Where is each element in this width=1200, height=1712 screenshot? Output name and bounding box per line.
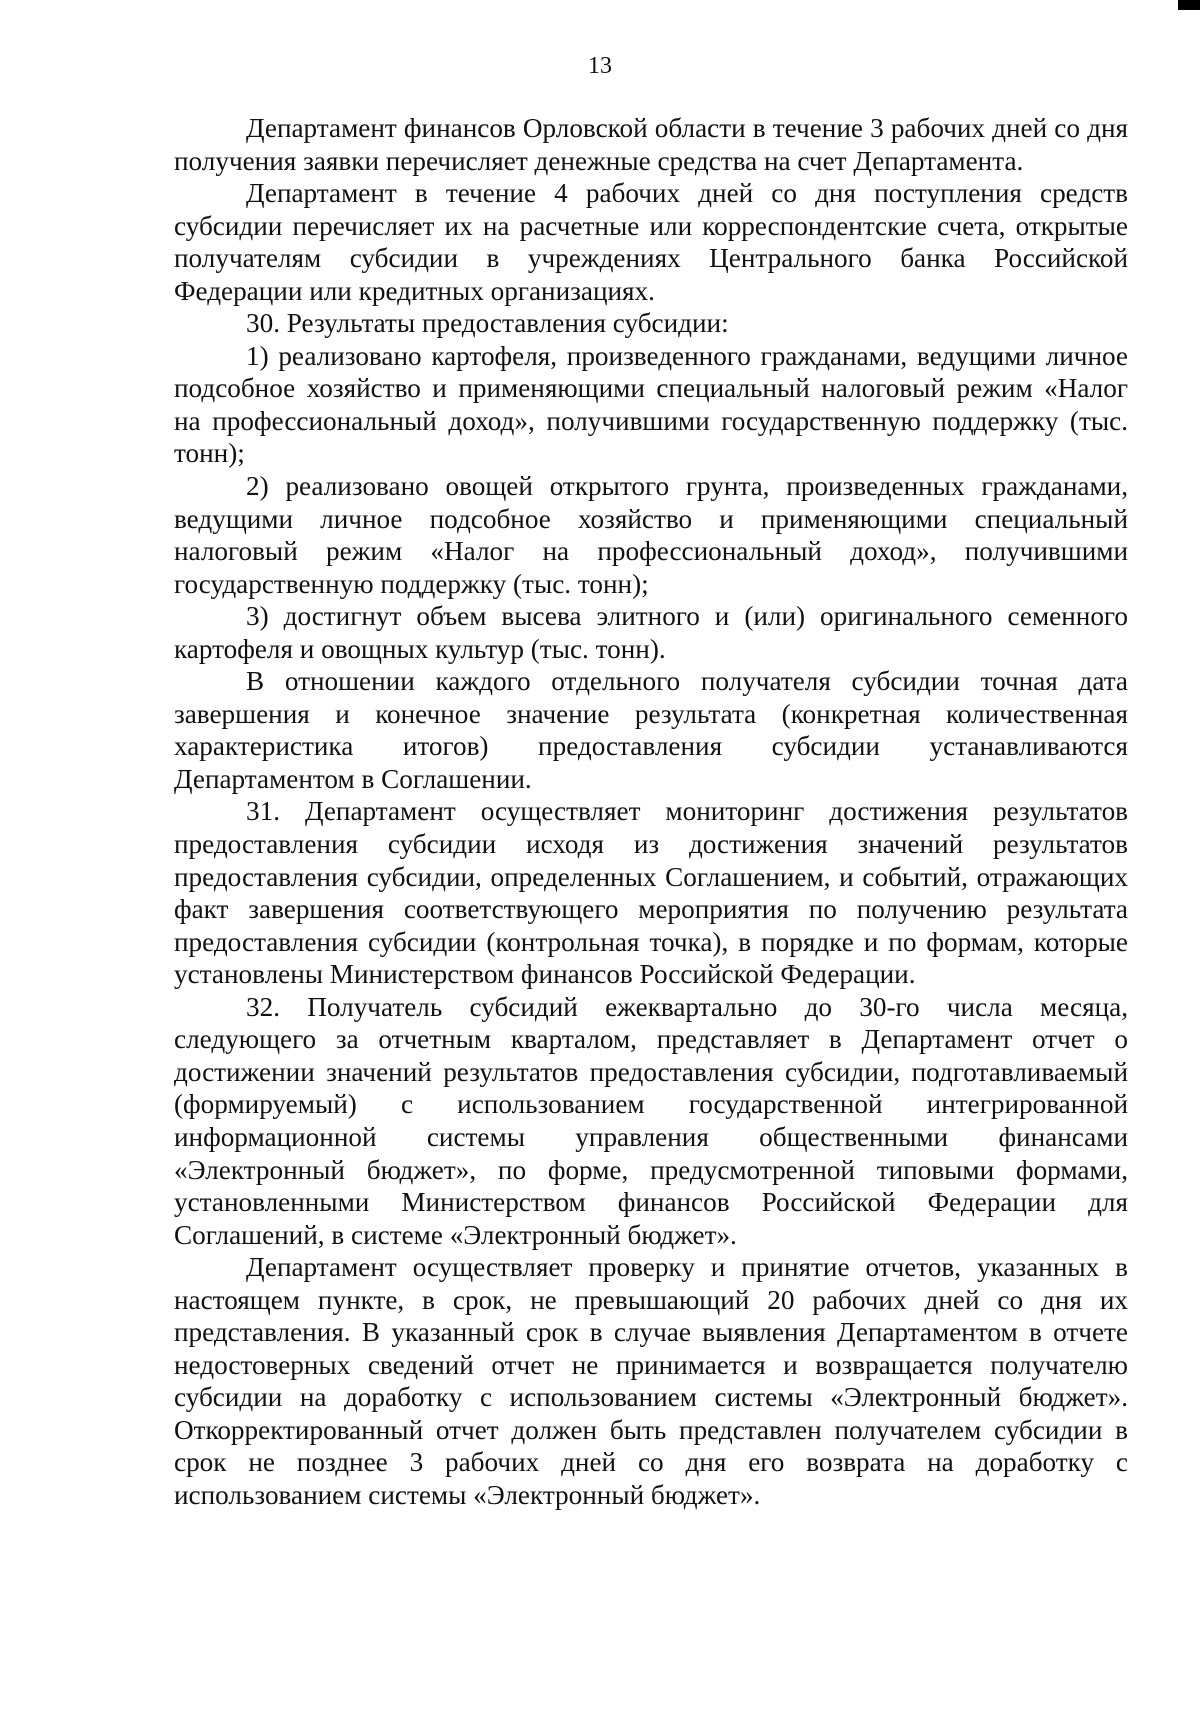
paragraph-result-3: 3) достигнут объем высева элитного и (или) оригинального семенного картофеля и овощных культур (тыс. тонн). <box>174 601 1128 664</box>
paragraph-item-31: 31. Департамент осуществляет мониторинг достижения результатов предоставления субсидии исходя из достижения значений результатов предоставления субсидии, определенных Соглашением, и событий, отражающих факт завершения соответствующего мероприятия по получению результата предоставления субсидии (контрольная точка), в порядке и по формам, которые установлены Министерством финансов Российской Федерации. <box>174 796 1128 990</box>
document-body <box>174 112 1128 1512</box>
paragraph-result-deadline: В отношении каждого отдельного получателя субсидии точная дата завершения и конечное значение результата (конкретная количественная характеристика итогов) предоставления субсидии устанавливаются Департаментом в Соглашении. <box>174 666 1128 794</box>
paragraph-item-30-heading: 30. Результаты предоставления субсидии: <box>246 308 729 339</box>
paragraph-department-transfer: Департамент в течение 4 рабочих дней со дня поступления средств субсидии перечисляет их на расчетные или корреспондентские счета, открытые получателям субсидии в учреждениях Центрального банка Российской Федерации или кредитных организациях. <box>174 178 1128 306</box>
scan-edge-mark <box>1178 0 1200 10</box>
paragraph-report-review: Департамент осуществляет проверку и принятие отчетов, указанных в настоящем пункте, в срок, не превышающий 20 рабочих дней со дня их представления. В указанный срок в случае выявления Департаментом в отчете недостоверных сведений отчет не принимается и возвращается получателю субсидии на доработку с использованием системы «Электронный бюджет». Откорректированный отчет должен быть представлен получателем субсидии в срок не позднее 3 рабочих дней со дня его возврата на доработку с использованием системы «Электронный бюджет». <box>174 1252 1128 1510</box>
page-number: 13 <box>588 53 612 79</box>
paragraph-result-1: 1) реализовано картофеля, произведенного гражданами, ведущими личное подсобное хозяйство и применяющими специальный налоговый режим «Налог на профессиональный доход», получившими государственную поддержку (тыс. тонн); <box>174 340 1128 469</box>
paragraph-funds-transfer: Департамент финансов Орловской области в течение 3 рабочих дней со дня получения заявки перечисляет денежные средства на счет Департамента. <box>174 113 1128 176</box>
paragraph-result-2: 2) реализовано овощей открытого грунта, произведенных гражданами, ведущими личное подсобное хозяйство и применяющими специальный налоговый режим «Налог на профессиональный доход», получившими государственную поддержку (тыс. тонн); <box>174 471 1128 599</box>
paragraph-item-32: 32. Получатель субсидий ежеквартально до 30-го числа месяца, следующего за отчетным кварталом, представляет в Департамент отчет о достижении значений результатов предоставления субсидии, подготавливаемый (формируемый) с использованием государственной интегрированной информационной системы управления общественными финансами «Электронный бюджет», по форме, предусмотренной типовыми формами, установленными Министерством финансов Российской Федерации для Соглашений, в системе «Электронный бюджет». <box>174 991 1128 1250</box>
